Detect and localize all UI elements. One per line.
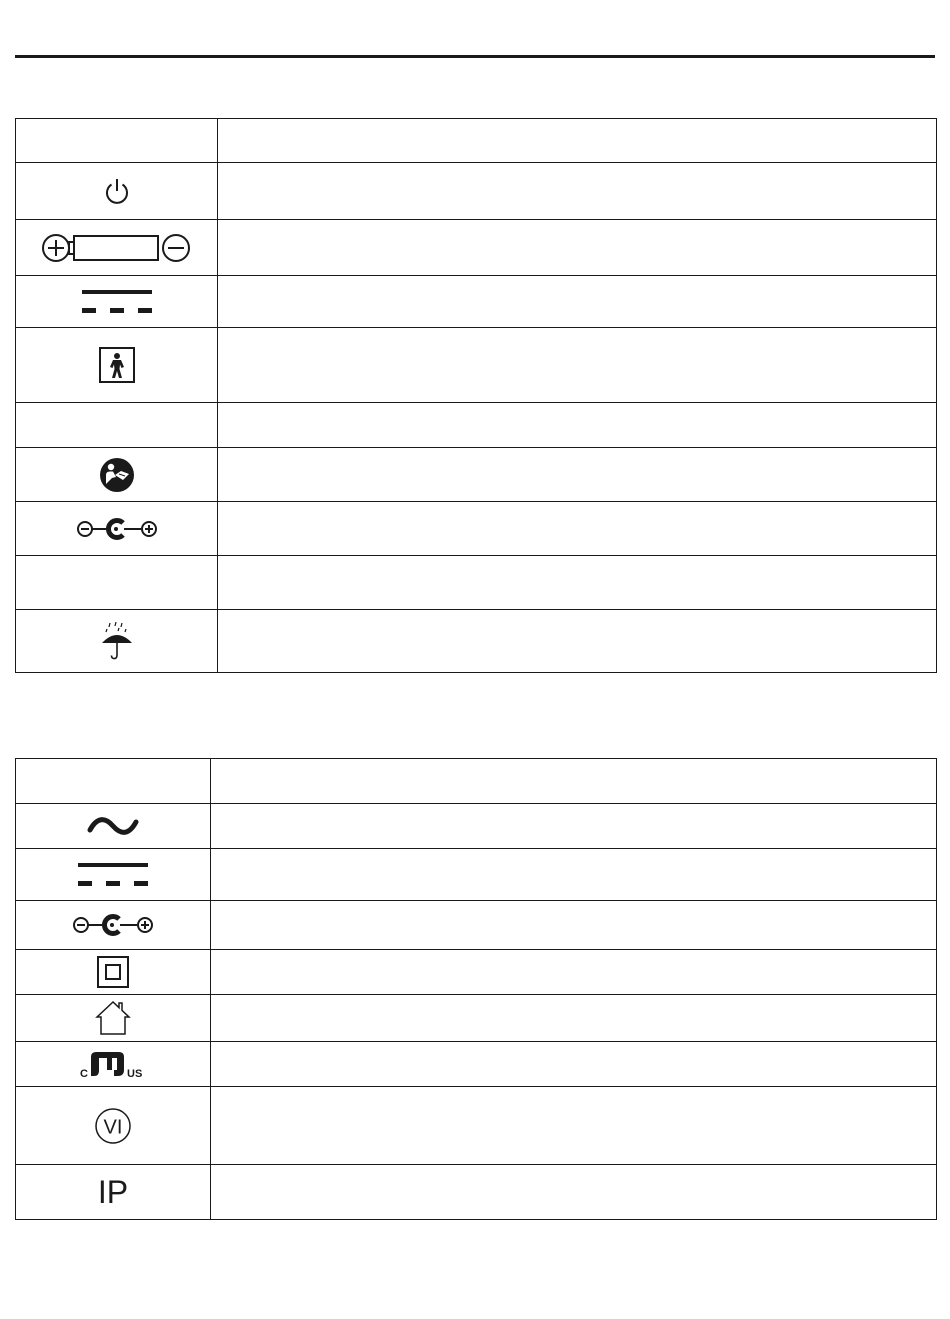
dc-connector-polarity-icon (72, 914, 154, 936)
symbols-table-1 (15, 118, 937, 673)
symbol-cell (16, 163, 218, 220)
description-cell (218, 556, 937, 610)
symbol-cell (16, 448, 218, 502)
table-row (16, 610, 937, 673)
description-cell (211, 804, 937, 849)
table-row (16, 502, 937, 556)
description-cell (218, 502, 937, 556)
class-ii-double-insulation-icon (96, 955, 130, 989)
symbol-cell (16, 119, 218, 163)
symbol-cell (16, 901, 211, 950)
symbol-cell (16, 1165, 211, 1220)
ul-mark-us: US (127, 1068, 143, 1079)
table-row (16, 759, 937, 804)
symbol-cell (16, 950, 211, 995)
keep-dry-umbrella-icon (99, 621, 135, 661)
direct-current-icon (76, 861, 150, 889)
symbol-cell (16, 1042, 211, 1087)
dc-connector-polarity-icon (76, 518, 158, 540)
description-cell (218, 448, 937, 502)
description-cell (211, 759, 937, 804)
power-standby-icon (102, 176, 132, 206)
symbol-cell (16, 1087, 211, 1165)
description-cell (218, 403, 937, 448)
table-row (16, 119, 937, 163)
description-cell (218, 119, 937, 163)
read-manual-icon (98, 456, 136, 494)
table-row (16, 849, 937, 901)
symbol-cell (16, 759, 211, 804)
description-cell (211, 1165, 937, 1220)
direct-current-icon (80, 288, 154, 316)
ip-rating-icon: IP (97, 1174, 129, 1210)
battery-polarity-icon (41, 232, 193, 264)
symbol-cell (16, 403, 218, 448)
symbol-cell (16, 556, 218, 610)
table-row (16, 901, 937, 950)
alternating-current-icon (87, 814, 139, 838)
symbol-cell (16, 328, 218, 403)
efficiency-level-vi-icon (93, 1106, 133, 1146)
description-cell (218, 328, 937, 403)
description-cell (218, 610, 937, 673)
description-cell (211, 1042, 937, 1087)
description-cell (211, 849, 937, 901)
symbol-cell (16, 220, 218, 276)
symbols-table-2 (15, 758, 937, 1220)
description-cell (218, 276, 937, 328)
table-row (16, 1042, 937, 1087)
table-row (16, 163, 937, 220)
description-cell (211, 950, 937, 995)
symbol-cell (16, 502, 218, 556)
ul-mark-c: C (80, 1068, 88, 1079)
ul-listed-mark-icon (79, 1049, 147, 1079)
description-cell (218, 163, 937, 220)
symbol-cell (16, 995, 211, 1042)
indoor-use-only-icon (94, 1000, 132, 1036)
description-cell (211, 1087, 937, 1165)
description-cell (211, 901, 937, 950)
table-row (16, 328, 937, 403)
efficiency-level-label: VI (103, 1116, 123, 1138)
description-cell (211, 995, 937, 1042)
description-cell (218, 220, 937, 276)
table-row (16, 950, 937, 995)
table-row (16, 804, 937, 849)
table-row (16, 403, 937, 448)
table-row (16, 1165, 937, 1220)
table-row (16, 995, 937, 1042)
symbol-cell (16, 610, 218, 673)
symbol-cell (16, 804, 211, 849)
type-bf-applied-part-icon (98, 346, 136, 384)
header-rule (15, 55, 935, 58)
table-row (16, 1087, 937, 1165)
table-row (16, 448, 937, 502)
table-row (16, 220, 937, 276)
table-row (16, 276, 937, 328)
symbol-cell (16, 276, 218, 328)
symbol-cell (16, 849, 211, 901)
table-row (16, 556, 937, 610)
